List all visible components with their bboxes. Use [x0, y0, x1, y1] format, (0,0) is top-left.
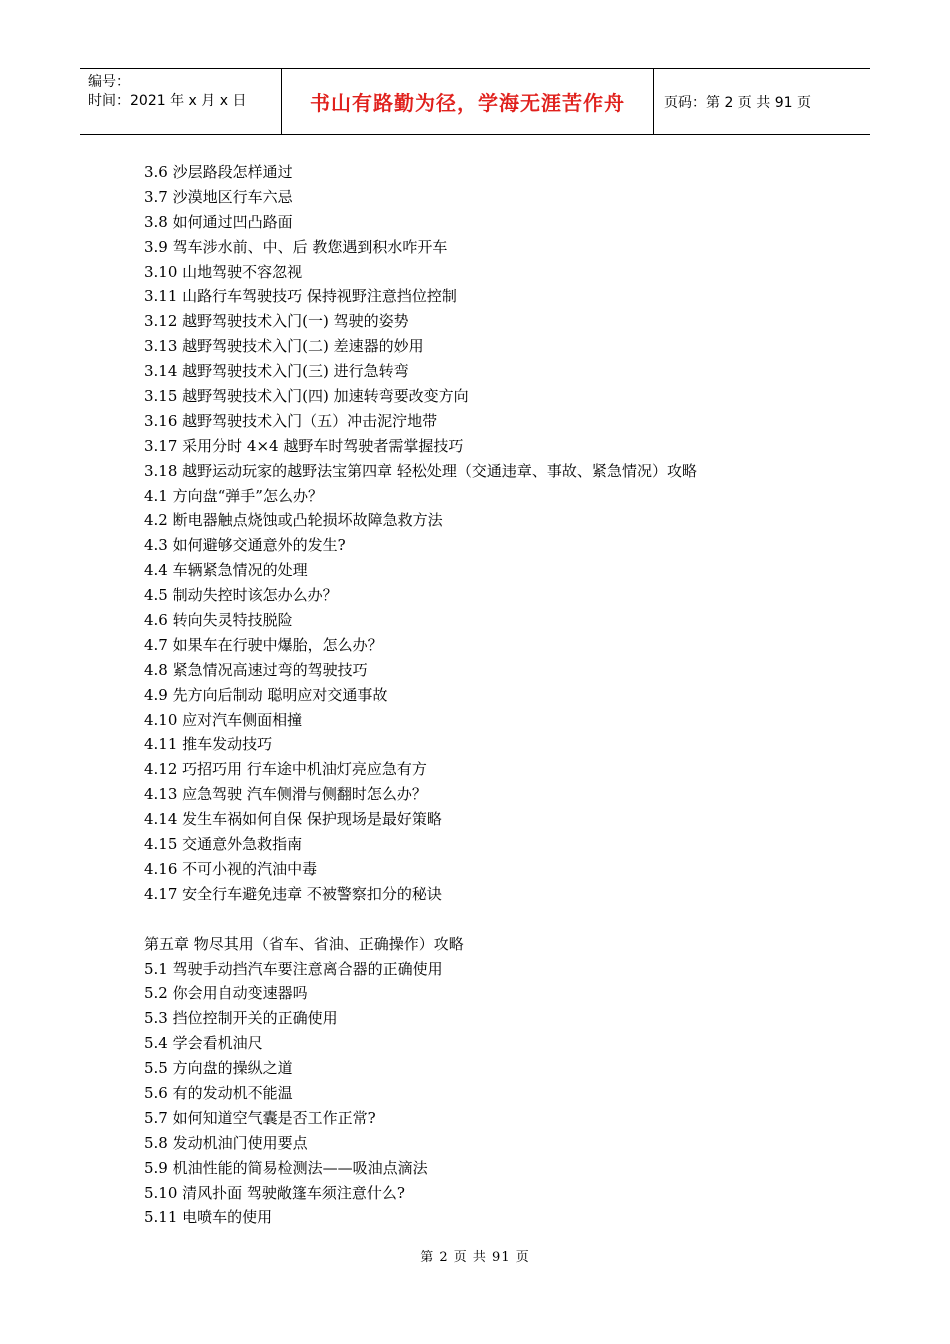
toc-entry: 5.5 方向盘的操纵之道 — [144, 1059, 293, 1078]
toc-entry: 4.6 转向失灵特技脱险 — [144, 611, 293, 630]
toc-entry: 3.13 越野驾驶技术入门(二) 差速器的妙用 — [144, 337, 424, 356]
toc-entry: 3.7 沙漠地区行车六忌 — [144, 187, 293, 206]
toc-entry: 第五章 物尽其用（省车、省油、正确操作）攻略 — [144, 934, 464, 953]
toc-entry: 5.2 你会用自动变速器吗 — [144, 984, 308, 1003]
toc-entry: 3.15 越野驾驶技术入门(四) 加速转弯要改变方向 — [144, 387, 469, 406]
time-label: 时间：2021 年 x 月 x 日 — [88, 93, 247, 109]
header-meta — [80, 69, 282, 134]
toc-entry: 3.6 沙层路段怎样通过 — [144, 163, 293, 181]
toc-entry: 4.5 制动失控时该怎办么办？ — [144, 586, 338, 605]
toc-entry: 4.2 断电器触点烧蚀或凸轮损坏故障急救方法 — [144, 511, 443, 530]
toc-entry: 3.14 越野驾驶技术入门(三) 进行急转弯 — [144, 362, 409, 381]
toc-entry: 4.13 应急驾驶 汽车侧滑与侧翻时怎么办？ — [144, 785, 427, 804]
motto-text: 书山有路勤为径，学海无涯苦作舟 — [310, 91, 625, 115]
toc-entry: 4.11 推车发动技巧 — [144, 735, 273, 754]
toc-list — [144, 160, 864, 1230]
blank-line — [144, 907, 864, 932]
toc-entry: 3.8 如何通过凹凸路面 — [144, 212, 293, 231]
toc-entry: 4.10 应对汽车侧面相撞 — [144, 710, 303, 729]
toc-entry: 5.10 清风扑面 驾驶敞篷车须注意什么? — [144, 1183, 405, 1202]
toc-entry: 4.3 如何避够交通意外的发生? — [144, 536, 346, 555]
toc-entry: 4.8 紧急情况高速过弯的驾驶技巧 — [144, 660, 368, 679]
page-info: 页码：第 2 页 共 91 页 — [664, 94, 811, 111]
page-header — [80, 68, 870, 135]
toc-entry: 5.3 挡位控制开关的正确使用 — [144, 1009, 338, 1028]
page-footer: 第 2 页 共 91 页 — [420, 1250, 530, 1265]
toc-entry: 5.1 驾驶手动挡汽车要注意离合器的正确使用 — [144, 959, 443, 978]
toc-entry: 4.7 如果车在行驶中爆胎，怎么办？ — [144, 635, 383, 654]
toc-entry: 4.16 不可小视的汽油中毒 — [144, 859, 318, 878]
toc-entry: 4.17 安全行车避免违章 不被警察扣分的秘诀 — [144, 884, 442, 903]
toc-entry: 3.11 山路行车驾驶技巧 保持视野注意挡位控制 — [144, 287, 457, 306]
toc-entry: 5.11 电喷车的使用 — [144, 1208, 273, 1227]
toc-entry: 4.4 车辆紧急情况的处理 — [144, 561, 308, 580]
toc-entry: 5.8 发动机油门使用要点 — [144, 1133, 308, 1152]
toc-entry: 5.4 学会看机油尺 — [144, 1034, 263, 1053]
header-motto-cell — [282, 69, 654, 134]
toc-entry: 3.10 山地驾驶不容忽视 — [144, 262, 303, 281]
toc-entry: 3.17 采用分时 4×4 越野车时驾驶者需掌握技巧 — [144, 436, 464, 455]
number-label: 编号： — [88, 74, 130, 90]
toc-entry: 3.18 越野运动玩家的越野法宝第四章 轻松处理（交通违章、事故、紧急情况）攻略 — [144, 461, 697, 480]
header-page-info-cell — [654, 69, 870, 134]
toc-entry: 4.1 方向盘“弹手”怎么办？ — [144, 486, 323, 505]
toc-entry: 5.9 机油性能的简易检测法——吸油点滴法 — [144, 1158, 428, 1177]
toc-entry: 3.12 越野驾驶技术入门(一) 驾驶的姿势 — [144, 312, 409, 331]
toc-entry: 4.12 巧招巧用 行车途中机油灯亮应急有方 — [144, 760, 427, 779]
toc-entry: 5.7 如何知道空气囊是否工作正常? — [144, 1108, 376, 1127]
toc-entry: 4.9 先方向后制动 聪明应对交通事故 — [144, 685, 388, 704]
toc-entry: 5.6 有的发动机不能温 — [144, 1083, 293, 1102]
toc-entry: 3.16 越野驾驶技术入门（五）冲击泥泞地带 — [144, 411, 438, 430]
toc-entry: 4.15 交通意外急救指南 — [144, 835, 303, 854]
toc-entry: 4.14 发生车祸如何自保 保护现场是最好策略 — [144, 810, 442, 829]
toc-entry: 3.9 驾车涉水前、中、后 教您遇到积水咋开车 — [144, 237, 448, 256]
